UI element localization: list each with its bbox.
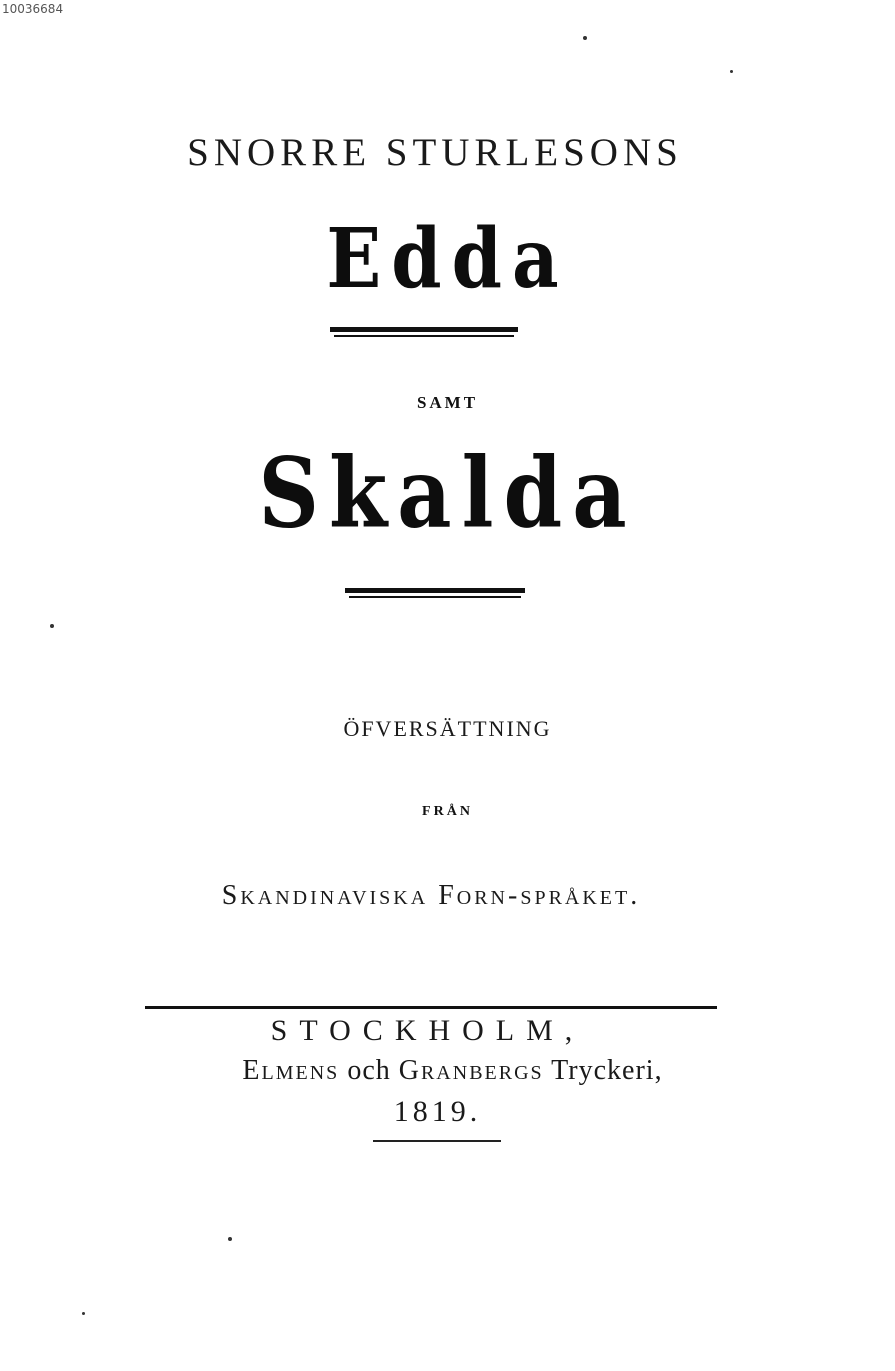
subtitle-line: ÖFVERSÄTTNING bbox=[343, 716, 552, 741]
imprint-year: 1819. bbox=[393, 1095, 482, 1128]
imprint-printer bbox=[0, 1055, 895, 1087]
paper-speck bbox=[50, 624, 54, 628]
conjunction-line: SAMT bbox=[416, 393, 479, 412]
printer-joiner: och bbox=[347, 1055, 391, 1086]
closing-rule bbox=[373, 1140, 501, 1142]
printer-name-b: Granbergs bbox=[398, 1055, 544, 1086]
double-rule-bottom bbox=[345, 588, 525, 598]
imprint-rule bbox=[145, 1006, 717, 1009]
double-rule-top bbox=[330, 327, 518, 337]
paper-speck bbox=[583, 36, 587, 40]
author-line: SNORRE STURLESONS bbox=[187, 131, 683, 174]
printer-suffix: Tryckeri, bbox=[551, 1055, 663, 1086]
imprint-city: STOCKHOLM, bbox=[270, 1014, 585, 1047]
paper-speck bbox=[730, 70, 733, 73]
main-title: Edda bbox=[326, 208, 569, 307]
from-line: FRÅN bbox=[422, 804, 473, 819]
paper-speck bbox=[228, 1237, 232, 1241]
document-id-label: 10036684 bbox=[2, 2, 64, 16]
source-language-line: Skandinaviska Forn-språket. bbox=[221, 880, 641, 911]
second-title: Skalda bbox=[258, 435, 637, 550]
printer-name-a: Elmens bbox=[242, 1055, 340, 1086]
paper-speck bbox=[82, 1312, 85, 1315]
